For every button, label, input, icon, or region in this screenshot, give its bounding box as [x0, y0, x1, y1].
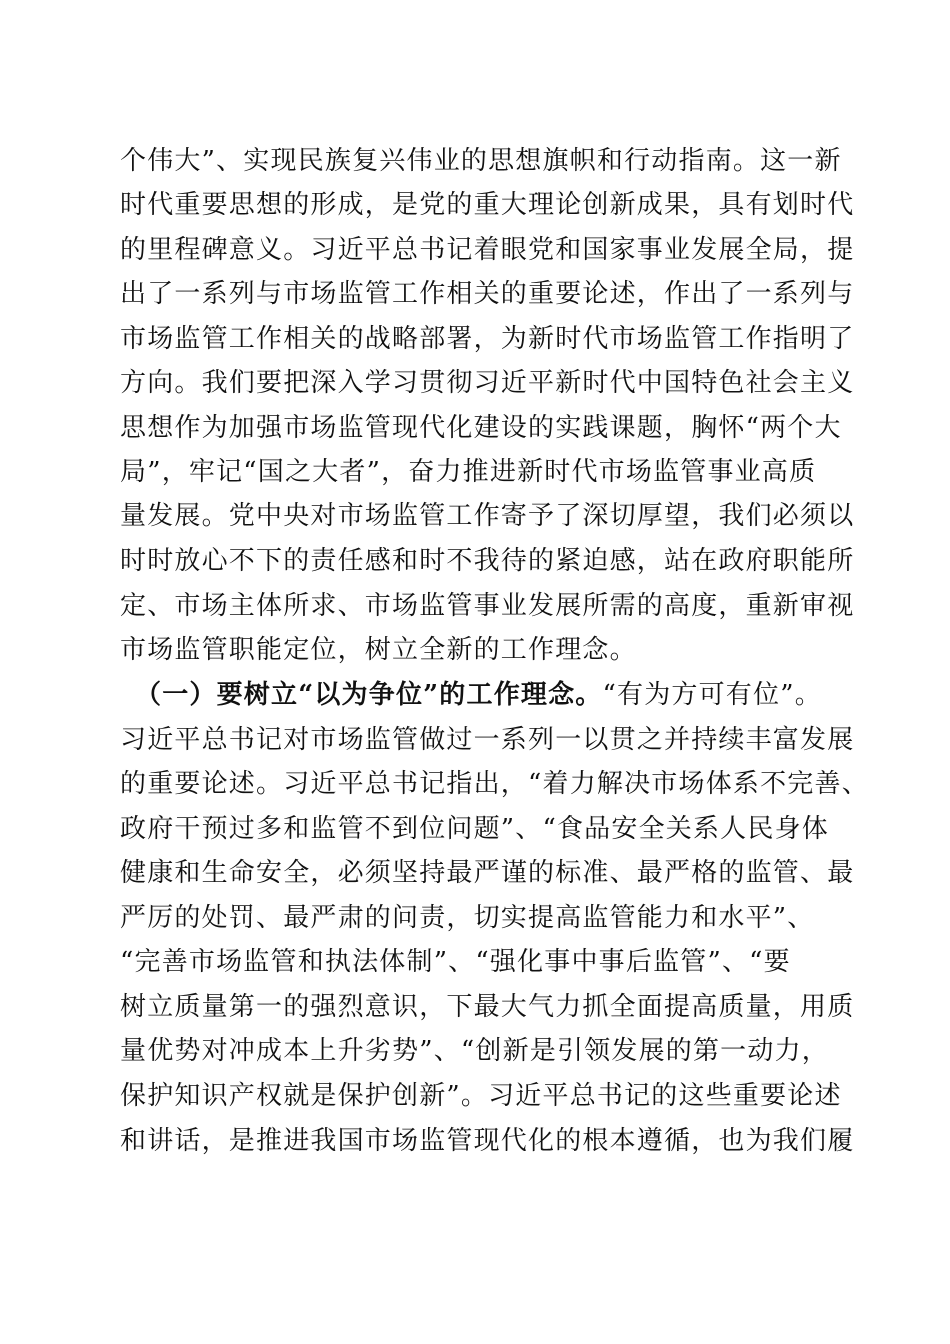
body-line: 思想作为加强市场监管现代化建设的实践课题，胸怀“两个大	[120, 413, 842, 443]
section-heading-line	[135, 673, 855, 717]
heading-tail: “有为方可有位”。	[602, 680, 822, 710]
body-line: 时时放心不下的责任感和时不我待的紧迫感，站在政府职能所	[120, 546, 855, 576]
body-line: 树立质量第一的强烈意识，下最大气力抓全面提高质量，用质	[120, 992, 855, 1022]
body-line: 政府干预过多和监管不到位问题”、“食品安全关系人民身体	[120, 814, 829, 844]
body-line: 量发展。党中央对市场监管工作寄予了深切厚望，我们必须以	[120, 501, 855, 531]
body-line: 的里程碑意义。习近平总书记着眼党和国家事业发展全局，提	[120, 235, 855, 265]
body-line: 的重要论述。习近平总书记指出，“着力解决市场体系不完善、	[120, 769, 869, 799]
body-line: 市场监管职能定位，树立全新的工作理念。	[120, 635, 637, 665]
body-line: 市场监管工作相关的战略部署，为新时代市场监管工作指明了	[120, 324, 855, 354]
body-line: 出了一系列与市场监管工作相关的重要论述，作出了一系列与	[120, 279, 855, 309]
body-line: “完善市场监管和执法体制”、“强化事中事后监管”、“要	[120, 947, 791, 977]
body-line: 时代重要思想的形成，是党的重大理论创新成果，具有划时代	[120, 190, 855, 220]
body-line: 严厉的处罚、最严肃的问责，切实提高监管能力和水平”、	[120, 903, 815, 933]
body-line: 方向。我们要把深入学习贯彻习近平新时代中国特色社会主义	[120, 368, 855, 398]
body-line: 局”，牢记“国之大者”，奋力推进新时代市场监管事业高质	[120, 457, 817, 487]
body-line: 习近平总书记对市场监管做过一系列一以贯之并持续丰富发展	[120, 725, 855, 755]
body-line: 和讲话，是推进我国市场监管现代化的根本遵循，也为我们履	[120, 1126, 855, 1156]
body-line: 个伟大”、实现民族复兴伟业的思想旗帜和行动指南。这一新	[120, 146, 842, 176]
body-line: 量优势对冲成本上升劣势”、“创新是引领发展的第一动力，	[120, 1036, 829, 1066]
section-heading: （一）要树立“以为争位”的工作理念。	[135, 680, 603, 710]
body-line: 保护知识产权就是保护创新”。习近平总书记的这些重要论述	[120, 1081, 842, 1111]
body-line: 定、市场主体所求、市场监管事业发展所需的高度，重新审视	[120, 591, 855, 621]
body-line: 健康和生命安全，必须坚持最严谨的标准、最严格的监管、最	[120, 858, 855, 888]
